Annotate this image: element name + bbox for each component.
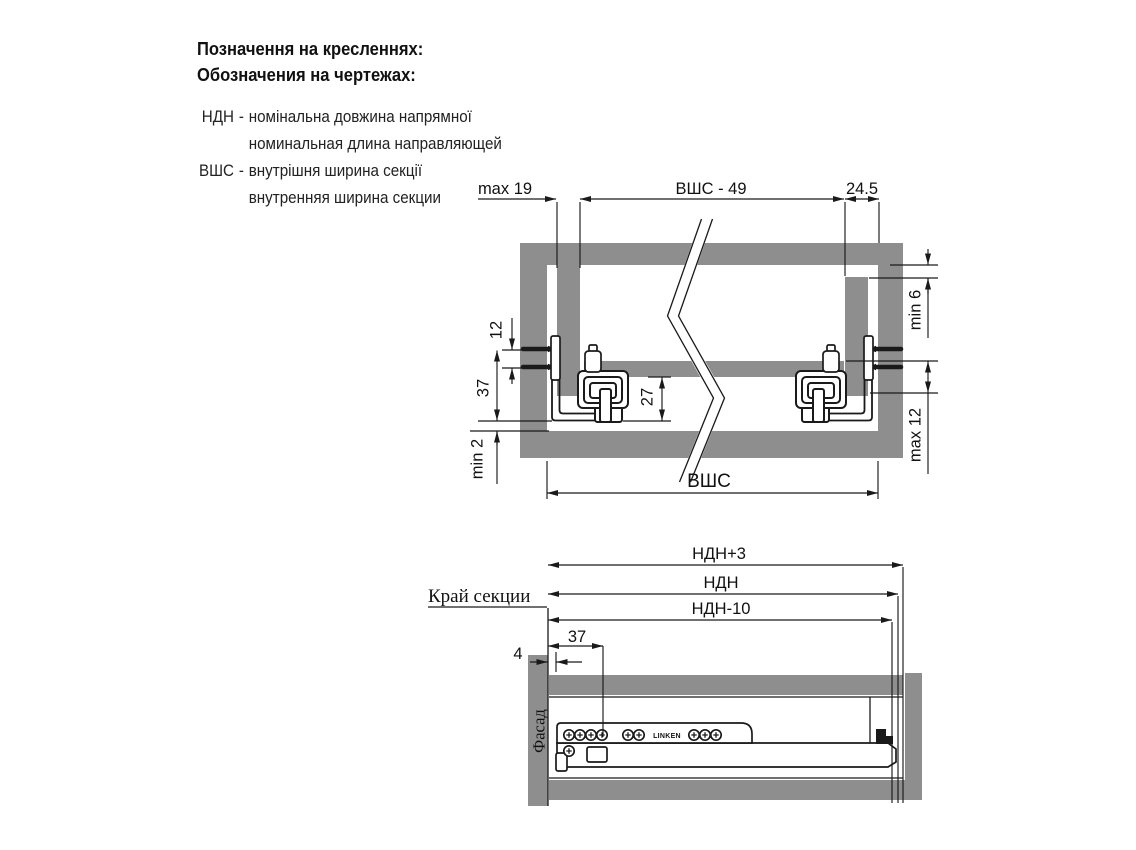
dim-screw-spacing-label: 12 — [487, 320, 506, 340]
facade-label: Фасад — [529, 709, 549, 753]
legend-def-line: внутрішня ширина секції — [248, 162, 423, 180]
legend-term: НДН — [201, 108, 234, 126]
dim-screw-height-label: 37 — [474, 378, 493, 398]
legend-def-line: номинальная длина направляющей — [248, 135, 502, 153]
dim-inner-width-label: ВШС — [687, 471, 731, 492]
brand-logo: LINKEN — [653, 733, 681, 740]
side-view-drawing — [415, 535, 935, 825]
dim-side-clearance-label: 24.5 — [845, 180, 879, 198]
dim-top-clearance-label: min 6 — [906, 289, 925, 331]
slide-rail-side-view — [556, 723, 896, 771]
cabinet-bottom-panel — [547, 431, 878, 458]
top-panel — [549, 675, 903, 695]
dim-length-plus3-label: НДН+3 — [692, 545, 746, 563]
legend-def-line: номінальна довжина напрямної — [248, 108, 472, 126]
legend-definition — [249, 104, 502, 158]
section-edge-label: Край секции — [428, 586, 531, 607]
bottom-panel — [549, 780, 922, 800]
dim-inner-width-minus-label: ВШС - 49 — [675, 180, 747, 198]
legend-entry-ndn — [188, 104, 502, 158]
dim-length-label: НДН — [703, 574, 739, 592]
dim-rail-height-label: 27 — [638, 387, 657, 407]
rail-window — [587, 747, 607, 762]
dim-panel-overlap-label: max 12 — [906, 407, 925, 463]
section-view-drawing — [455, 165, 955, 510]
dim-front-gap-label: 4 — [513, 645, 523, 663]
legend-definition — [249, 158, 441, 212]
dimension-lines-side — [428, 565, 903, 662]
dim-bottom-clearance-label: min 2 — [468, 438, 487, 480]
dim-length-minus10-label: НДН-10 — [691, 600, 751, 618]
title-line-ru: Обозначения на чертежах: — [197, 65, 416, 85]
title-block — [197, 36, 423, 88]
legend-separator: - — [238, 108, 244, 126]
title-line-uk: Позначення на кресленнях: — [197, 39, 424, 59]
legend-term: ВШС — [198, 162, 234, 180]
rail-profile-stub — [600, 389, 611, 422]
rail-rear-hook — [876, 729, 893, 744]
locking-pin-body — [585, 351, 601, 372]
dim-mount-offset-label: max 19 — [477, 180, 533, 198]
legend-separator: - — [238, 162, 244, 180]
rail-wall-bracket — [551, 336, 560, 380]
legend-def-line: внутренняя ширина секции — [248, 189, 441, 207]
dim-front-screw-offset-label: 37 — [567, 628, 587, 646]
back-panel — [905, 673, 922, 798]
